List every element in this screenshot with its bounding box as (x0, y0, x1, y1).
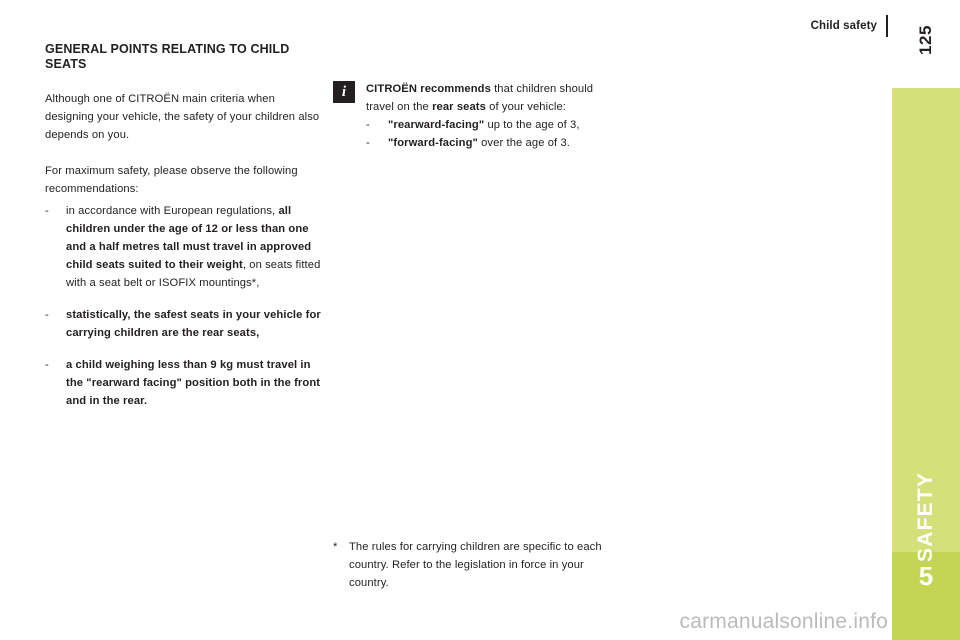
information-icon-glyph: i (341, 83, 347, 100)
list-dash: - (366, 137, 370, 149)
plain-text: , on seats fitted with a seat belt or ISOFIX mountings*, (66, 259, 321, 289)
callout-list (366, 116, 613, 152)
page-title: GENERAL POINTS RELATING TO CHILD SEATS (45, 42, 290, 71)
right-column (333, 80, 613, 152)
plain-text: over the age of 3. (477, 137, 570, 149)
lead-paragraph: For maximum safety, please observe the following recommendations: (45, 165, 298, 195)
rail-section-number: 5 (918, 561, 934, 591)
list-dash: - (45, 359, 49, 371)
footnote-text: The rules for carrying children are specific to each country. Refer to the legislation in force in your country. (349, 541, 602, 589)
recommendation-callout (333, 80, 613, 152)
rail-section-label: SAFETY (914, 471, 937, 562)
list-dash: - (366, 119, 370, 131)
emphasis-text: statistically, the safest seats in your vehicle for carrying children are the rear seats, (66, 309, 321, 339)
emphasis-text: "forward-facing" (388, 137, 478, 149)
plain-text: up to the age of 3, (484, 119, 580, 131)
callout-paragraph (366, 80, 613, 116)
rail-top-white (892, 0, 960, 88)
information-icon (333, 81, 355, 103)
recommendations-list (45, 202, 323, 410)
list-item (45, 202, 323, 292)
side-rail (892, 0, 960, 640)
list-item (45, 356, 323, 410)
list-dash: - (45, 309, 49, 321)
watermark: carmanualsonline.info (679, 610, 888, 633)
intro-paragraph: Although one of CITROËN main criteria when designing your vehicle, the safety of your children also depends on you. (45, 93, 320, 141)
list-item (366, 116, 613, 134)
emphasis-text: "rearward-facing" (388, 119, 485, 131)
page-header (811, 18, 888, 34)
page-number: 125 (916, 25, 935, 55)
plain-text: in accordance with European regulations, (66, 205, 279, 217)
plain-text: of your vehicle: (485, 101, 567, 113)
footnote-marker: * (333, 541, 338, 553)
emphasis-text: a child weighing less than 9 kg must travel in the "rearward facing" position both in the front and in the rear. (66, 359, 321, 407)
header-divider (886, 15, 888, 37)
header-title: Child safety (810, 20, 877, 32)
list-item (45, 306, 323, 342)
list-item (366, 134, 613, 152)
emphasis-text: all children under the age of 12 or less than one and a half metres tall must travel in approved child seats suited to their weight (66, 205, 312, 271)
emphasis-text: CITROËN recommends (366, 83, 491, 95)
plain-text: that children should travel on the (366, 83, 594, 113)
footnote (333, 538, 611, 592)
list-dash: - (45, 205, 49, 217)
emphasis-text: rear seats (432, 101, 486, 113)
left-column (45, 42, 323, 410)
